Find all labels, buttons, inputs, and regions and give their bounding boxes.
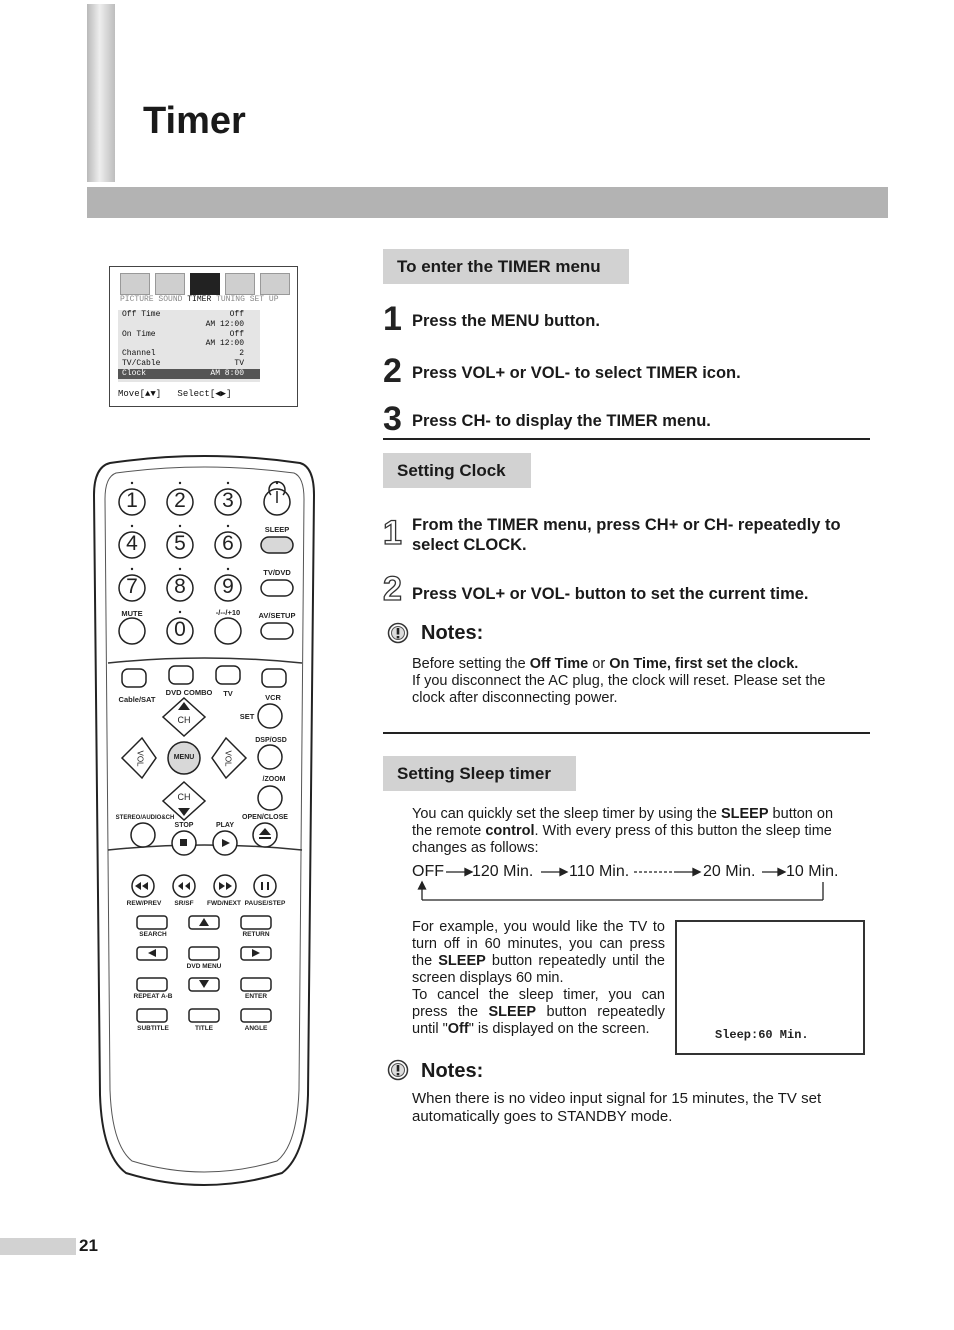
osd-tab-sound: SOUND xyxy=(158,295,183,304)
digit-label: 7 xyxy=(126,575,138,598)
repeatab-label: REPEAT A-B xyxy=(133,993,173,1000)
angle-label: ANGLE xyxy=(244,1025,268,1032)
return-label: RETURN xyxy=(242,931,270,938)
cablesat-label: Cable/SAT xyxy=(118,695,156,704)
title-band xyxy=(87,187,888,218)
timer-osd-menu xyxy=(109,266,298,407)
osd-footer-move: Move[▲▼] xyxy=(118,389,162,399)
sleep-notes-text: When there is no video input signal for 15 minutes, the TV set automatically goes to STANDBY mode. xyxy=(412,1090,822,1125)
osd-tab-tuning: TUNING xyxy=(216,295,245,304)
tv-label: TV xyxy=(223,689,233,698)
step-text: Press the MENU button. xyxy=(412,312,600,330)
digit-label: 3 xyxy=(222,489,234,512)
page-number-bar xyxy=(0,1238,76,1255)
osd-footer xyxy=(118,389,231,399)
section-heading-sleep-timer: Setting Sleep timer xyxy=(383,756,576,791)
sleep-seq-10: 10 Min. xyxy=(786,863,839,880)
timer-icon xyxy=(190,273,220,295)
dsposd-label: DSP/OSD xyxy=(255,737,287,744)
osd-footer-select: Select[◀▶] xyxy=(177,389,232,399)
digit-label: 2 xyxy=(174,489,186,512)
osd-tab-setup: SET UP xyxy=(249,295,279,304)
tuning-icon xyxy=(225,273,255,295)
divider xyxy=(383,732,870,734)
step-number: 1 xyxy=(383,514,402,552)
osd-tab-timer: TIMER xyxy=(187,295,212,304)
openclose-label: OPEN/CLOSE xyxy=(242,814,288,821)
vcr-label: VCR xyxy=(265,693,281,702)
search-label: SEARCH xyxy=(139,931,167,938)
dvdmenu-label: DVD MENU xyxy=(186,963,222,970)
osd-row: AM 12:00 xyxy=(205,319,244,329)
section-heading-enter-timer: To enter the TIMER menu xyxy=(383,249,629,284)
step-number: 2 xyxy=(383,570,402,608)
osd-row: AM 12:00 xyxy=(205,339,244,349)
mute-label: MUTE xyxy=(121,609,143,618)
step-text: Press VOL+ or VOL- button to set the current time. xyxy=(412,585,809,603)
picture-icon xyxy=(120,273,150,295)
stop-label: STOP xyxy=(174,822,194,829)
sleep-osd-text: Sleep:60 Min. xyxy=(715,1028,809,1042)
osd-tab-picture: PICTURE xyxy=(120,295,154,304)
page-title: Timer xyxy=(143,100,246,142)
divider xyxy=(383,438,870,440)
set-label: SET xyxy=(239,712,255,721)
osd-row: On Time Off xyxy=(122,329,244,339)
step-text: From the TIMER menu, press CH+ or CH- repeatedly to select CLOCK. xyxy=(412,516,841,554)
rewprev-label: REW/PREV xyxy=(126,900,162,907)
fwdnext-label: FWD/NEXT xyxy=(207,900,241,907)
sleep-seq-120: 120 Min. xyxy=(472,863,534,880)
clock-notes-text: Before setting the Off Time or On Time, first set the clock. If you disconnect the AC plug, the clock will reset. Please set the clock after disconnecting power. xyxy=(412,656,826,706)
header-side-bar xyxy=(87,4,115,182)
play-label: PLAY xyxy=(215,822,235,829)
digit-label: 9 xyxy=(222,575,234,598)
avsetup-label: AV/SETUP xyxy=(258,611,296,620)
tv-screen-illustration xyxy=(675,920,865,1055)
notes-icon xyxy=(387,622,409,644)
digit-label: 5 xyxy=(174,532,186,555)
step-number: 2 xyxy=(383,352,402,390)
notes-icon xyxy=(387,1059,409,1081)
zoom-label: /ZOOM xyxy=(262,776,286,783)
digit-label: 8 xyxy=(174,575,186,598)
srsf-label: SR/SF xyxy=(174,900,194,907)
dvdcombo-label: DVD COMBO xyxy=(165,688,213,697)
vol-plus-label: VOL xyxy=(223,750,233,767)
vol-minus-label: VOL xyxy=(135,750,145,767)
enter-label: ENTER xyxy=(244,993,268,1000)
ch-up-label: CH xyxy=(177,715,191,725)
page-number: 21 xyxy=(79,1236,98,1255)
subtitle-label: SUBTITLE xyxy=(137,1025,169,1032)
digit-label: 0 xyxy=(174,618,186,641)
setup-icon xyxy=(260,273,290,295)
step-text: Press CH- to display the TIMER menu. xyxy=(412,412,711,430)
sleep-sequence-arrows xyxy=(405,860,835,906)
osd-timer-panel xyxy=(118,310,260,382)
remote-labels xyxy=(92,455,317,1190)
osd-tab-labels xyxy=(120,295,279,304)
section-heading-setting-clock: Setting Clock xyxy=(383,453,531,488)
notes-heading: Notes: xyxy=(421,622,484,644)
tvdvd-label: TV/DVD xyxy=(263,568,291,577)
osd-row: TV/Cable TV xyxy=(122,358,244,368)
step-text: Press VOL+ or VOL- to select TIMER icon. xyxy=(412,364,741,382)
pausestep-label: PAUSE/STEP xyxy=(244,900,286,907)
digit-label: 4 xyxy=(126,532,138,555)
osd-row-selected: Clock AM 8:00 xyxy=(118,369,260,379)
sleep-seq-20: 20 Min. xyxy=(703,863,756,880)
notes-heading: Notes: xyxy=(421,1060,484,1082)
menu-label: MENU xyxy=(173,754,195,761)
osd-row: Off Time Off xyxy=(122,310,244,319)
step-number: 1 xyxy=(383,300,402,338)
sound-icon xyxy=(155,273,185,295)
title-label: TITLE xyxy=(194,1025,214,1032)
sleep-label: SLEEP xyxy=(264,525,290,534)
digit-label: 6 xyxy=(222,532,234,555)
digit-label: 1 xyxy=(126,489,138,512)
sleep-example-text: For example, you would like the TV to turn off in 60 minutes, you can press the SLEEP button repeatedly until the screen displays 60 min. To cancel the sleep timer, you can press the SLEEP button repeatedly until "Off" is displayed on the screen. xyxy=(412,919,665,1037)
plus10-label: -/--/+10 xyxy=(215,608,241,617)
step-number: 3 xyxy=(383,400,402,438)
stereo-label: STEREO/AUDIO&CH xyxy=(115,815,175,821)
ch-down-label: CH xyxy=(177,792,191,802)
sleep-intro-text: You can quickly set the sleep timer by using the SLEEP button on the remote control. With every press of this button the sleep time changes as follows: xyxy=(412,806,834,856)
sleep-seq-off: OFF xyxy=(412,863,444,880)
osd-icon-row xyxy=(118,273,294,297)
sleep-seq-110: 110 Min. xyxy=(569,863,630,880)
osd-row: Channel 2 xyxy=(122,349,244,359)
